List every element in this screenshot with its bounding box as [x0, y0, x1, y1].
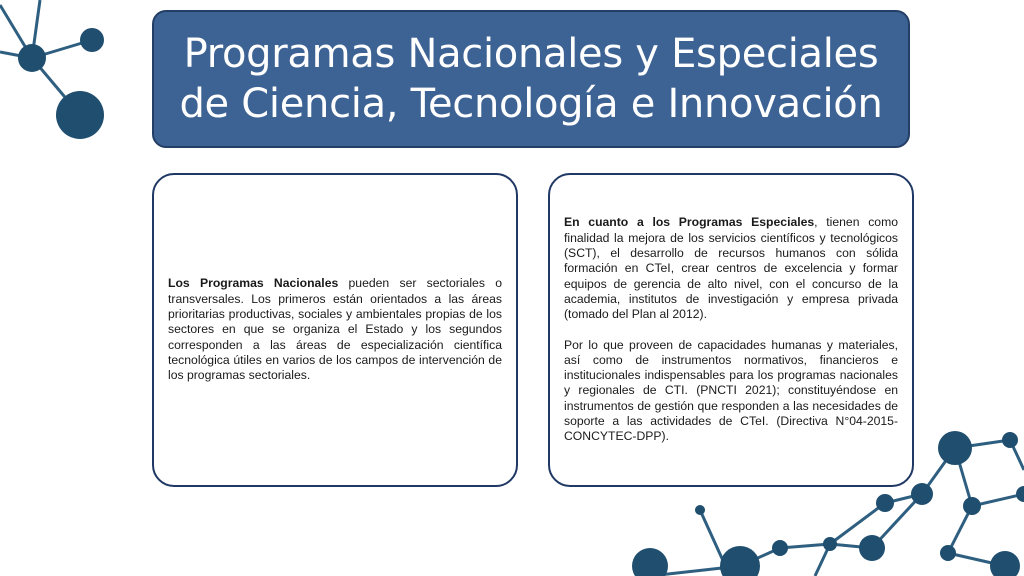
special-programs-paragraph-2: Por lo que proveen de capacidades humanas y materiales, así como de instrumentos normativos, financieros e institucionales indispensables para los programas nacionales y regionales de CTI. (PNCTI 2021); constituyéndose en instrumentos de gestión que responden a las necesidades de soporte a las actividades de CTeI. (Directiva N°04-2015-CONCYTEC-DPP). — [564, 337, 898, 444]
special-programs-text-1: , tienen como finalidad la mejora de los servicios científicos y tecnológicos (SCT), el desarrollo de recursos humanos con sólida formación en CTeI, crear centros de excelencia y formar equipos de gerencia de alto nivel, con el concurso de la academia, institutos de investigación y empresa privada (tomado del Plan al 2012). — [564, 215, 898, 322]
special-programs-card — [548, 173, 914, 487]
title-banner — [152, 10, 910, 148]
national-programs-card — [152, 173, 518, 487]
slide-title: Programas Nacionales y Especiales de Ciencia, Tecnología e Innovación — [179, 31, 883, 127]
national-programs-lead: Los Programas Nacionales — [168, 276, 339, 291]
national-programs-text: pueden ser sectoriales o transversales. Los primeros están orientados a las áreas prioritarias productivas, sociales y ambientales propias de los sectores en que se organiza el Estado y los segundos corresponden a las áreas de especialización científica tecnológica útiles en varios de los campos de intervención de los programas sectoriales. — [168, 276, 502, 383]
national-programs-paragraph — [168, 276, 502, 383]
special-programs-lead: En cuanto a los Programas Especiales — [564, 215, 815, 230]
special-programs-paragraph-1 — [564, 215, 898, 322]
